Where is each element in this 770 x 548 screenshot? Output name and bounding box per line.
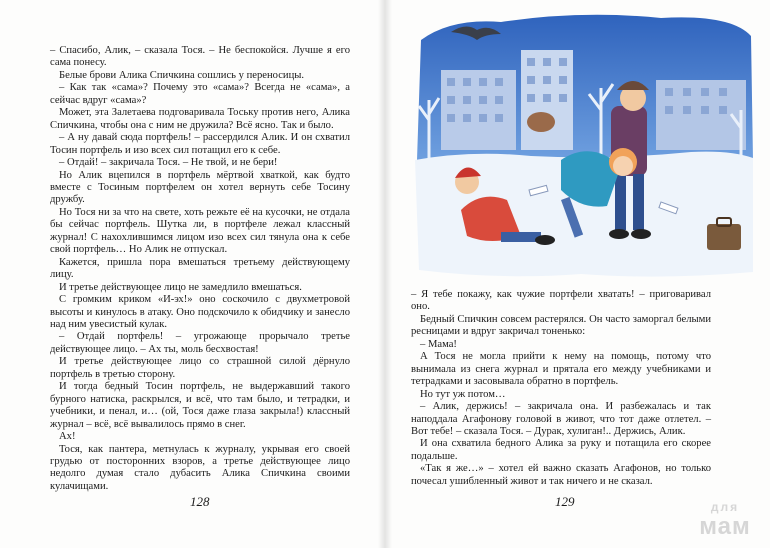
book-illustration xyxy=(411,10,755,282)
left-page-paragraph: Но Алик вцепился в портфель мёртвой хваткой, как будто вместе с Тосиным портфелем он хотел вернуть себе Тосину дружбу. xyxy=(50,169,350,206)
left-page-paragraph: И третье действующее лицо не замедлило вмешаться. xyxy=(59,281,302,293)
right-page-paragraph: А Тося не могла прийти к нему на помощь, потому что вынимала из снега журнал и прятала его между учебниками и тетрадками и засовывала обратно в портфель. xyxy=(411,351,711,388)
right-page-paragraph: – Я тебе покажу, как чужие портфели хватать! – приговаривал оно. xyxy=(411,289,711,313)
left-page-paragraph: Белые брови Алика Спичкина сошлись у переносицы. xyxy=(59,69,305,81)
left-page-paragraph: Ах! xyxy=(59,431,76,443)
left-page-paragraph: Тося, как пантера, метнулась к журналу, укрывая его своей грудью от посторонних взоров, а третье действующее лицо недолго думая стало дубасить Алика Спичкина своими кулачищами. xyxy=(50,443,350,492)
flying-hat-icon xyxy=(527,112,555,132)
book-gutter xyxy=(378,0,392,548)
right-page-paragraph: Бедный Спичкин совсем растерялся. Он часто заморгал белыми ресницами и вдруг закричал тоненько: xyxy=(411,313,711,338)
right-page-paragraph: «Так я же…» – хотел ей важно сказать Агафонов, но только почесал ушибленный живот и так ничего и не сказал. xyxy=(411,463,711,487)
left-page-text xyxy=(50,45,350,493)
watermark-line2: мам xyxy=(699,513,751,540)
left-page-paragraph: Но Тося ни за что на свете, хоть режьте её на кусочки, не отдала бы сейчас портфель. Шутка ли, в портфеле лежал классный журнал! С нахохлившимся лицом изо всех сил тянула она к себе свой портфель… Но Алик не отпускал. xyxy=(50,206,350,256)
left-page-paragraph: Может, эта Залетаева подговаривала Тоську против него, Алика Спичкина, чтобы она с ним не дружила? Всё ясно. Так и было. xyxy=(50,107,350,131)
left-page-paragraph: – Отдай! – закричала Тося. – Не твой, и не бери! xyxy=(59,157,278,169)
left-page-number: 128 xyxy=(190,494,210,509)
right-page-text xyxy=(411,289,711,488)
watermark-line1: для xyxy=(710,500,740,514)
right-page-paragraph: И она схватила бедного Алика за руку и потащила его скорее подальше. xyxy=(411,438,711,462)
right-page-paragraph: – Мама! xyxy=(420,338,457,350)
right-page-number: 129 xyxy=(555,494,575,509)
right-page-paragraph: – Алик, держись! – закричала она. И разбежалась и так наподдала Агафонову головой в живот, что тот даже отлетел. – Вот тебе! – сказала Тося. – Дурак, хулиган!.. Держись, Алик. xyxy=(411,401,711,437)
left-page-paragraph: И тогда бедный Тосин портфель, не выдержавший такого бурного натиска, раскрылся, и всё, что там было, и тетрадки, и учебники, и пенал, и… (ой, Тося даже глаза закрыла!) классный журнал – всё, всё вывалилось прямо в снег. xyxy=(50,381,350,430)
left-page-paragraph: – Отдай портфель! – угрожающе прорычало третье действующее лицо. – Ах ты, моль бесхвостая! xyxy=(50,331,350,355)
left-page-paragraph: – А ну давай сюда портфель! – рассердился Алик. И он схватил Тосин портфель и изо всех сил потащил его к себе. xyxy=(50,132,350,156)
left-page-paragraph: И третье действующее лицо со страшной силой дёрнуло портфель в третью сторону. xyxy=(50,356,350,380)
left-page-paragraph: С громким криком «И-эх!» оно соскочило с двухметровой высоты и кинулось в атаку. Оно подскочило к обидчику и занесло над ним увесистый кулак. xyxy=(50,294,350,330)
left-page-paragraph: – Спасибо, Алик, – сказала Тося. – Не беспокойся. Лучше я его сама понесу. xyxy=(50,45,350,69)
left-page-paragraph: – Как так «сама»? Почему это «сама»? Всегда не «сама», а сейчас вдруг «сама»? xyxy=(50,82,350,106)
right-page-paragraph: Но тут уж потом… xyxy=(420,388,506,400)
watermark xyxy=(690,500,760,546)
left-page-paragraph: Кажется, пришла пора вмешаться третьему действующему лицу. xyxy=(50,256,350,281)
right-page xyxy=(385,0,770,548)
